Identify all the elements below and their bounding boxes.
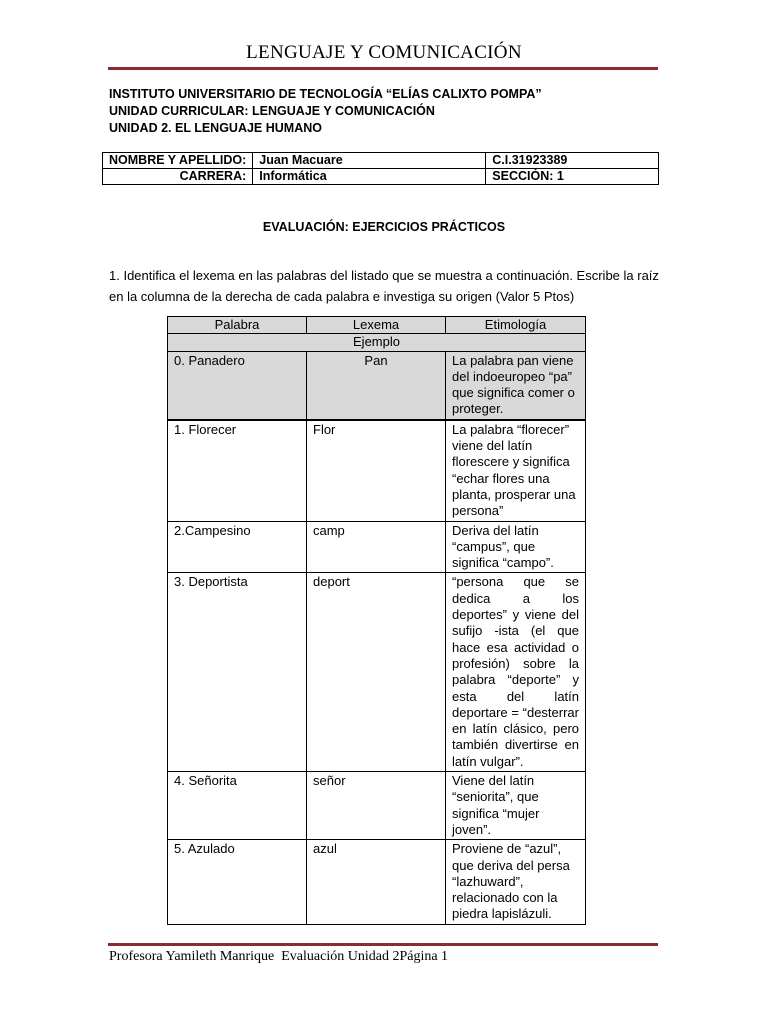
row-lexema: azul	[307, 840, 446, 924]
row-palabra: 4. Señorita	[168, 772, 307, 840]
example-label: Ejemplo	[168, 334, 586, 351]
career-label: CARRERA:	[103, 169, 253, 185]
unit-title: UNIDAD 2. EL LENGUAJE HUMANO	[109, 121, 322, 135]
student-section: SECCIÓN: 1	[486, 169, 659, 185]
table-row	[168, 573, 586, 772]
table-row	[168, 840, 586, 924]
curricular-unit: UNIDAD CURRICULAR: LENGUAJE Y COMUNICACIÓN	[109, 104, 435, 118]
student-ci: C.I.31923389	[486, 153, 659, 169]
example-row	[168, 351, 586, 420]
row-etimologia: Proviene de “azul”, que deriva del persa “lazhuward”, relacionado con la piedra lapislázuli.	[446, 840, 586, 924]
row-palabra: 3. Deportista	[168, 573, 307, 772]
student-info-table	[102, 152, 659, 185]
evaluation-title: EVALUACIÓN: EJERCICIOS PRÁCTICOS	[262, 220, 506, 234]
row-lexema: camp	[307, 521, 446, 573]
student-name-row	[103, 153, 659, 169]
table-row	[168, 521, 586, 573]
row-lexema: deport	[307, 573, 446, 772]
name-label: NOMBRE Y APELLIDO:	[103, 153, 253, 169]
row-lexema: señor	[307, 772, 446, 840]
row-palabra: 1. Florecer	[168, 420, 307, 521]
table-row	[168, 420, 586, 521]
row-etimologia: Deriva del latín “campus”, que significa “campo”.	[446, 521, 586, 573]
table-row	[168, 772, 586, 840]
document-title: LENGUAJE Y COMUNICACIÓN	[246, 42, 522, 63]
row-lexema: Flor	[307, 420, 446, 521]
exercise-instruction: 1. Identifica el lexema en las palabras del listado que se muestra a continuación. Escribe la raíz en la columna de la derecha de cada palabra e investiga su origen (Valor 5 Ptos)	[109, 268, 659, 304]
example-header-row	[168, 334, 586, 351]
row-etimologia: La palabra “florecer” viene del latín florescere y significa “echar flores una planta, prosperar una persona”	[446, 420, 586, 521]
page-footer: Profesora Yamileth Manrique Evaluación Unidad 2Página 1	[109, 949, 449, 964]
column-header-etimologia: Etimología	[446, 317, 586, 334]
table-header-row	[168, 317, 586, 334]
lexeme-table	[167, 316, 586, 925]
institution-name: INSTITUTO UNIVERSITARIO DE TECNOLOGÍA “ELÍAS CALIXTO POMPA”	[109, 87, 542, 101]
column-header-palabra: Palabra	[168, 317, 307, 334]
row-palabra: 5. Azulado	[168, 840, 307, 924]
footer-rule	[108, 943, 658, 946]
header-rule	[108, 67, 658, 70]
column-header-lexema: Lexema	[307, 317, 446, 334]
student-career-row	[103, 169, 659, 185]
row-etimologia: “persona que se dedica a los deportes” y viene del sufijo -ista (el que hace esa actividad o profesión) sobre la palabra “deporte” y esta del latín deportare = “desterrar en latín clásico, pero también divertirse en latín vulgar”.	[446, 573, 586, 772]
example-etimologia: La palabra pan viene del indoeuropeo “pa” que significa comer o proteger.	[446, 351, 586, 420]
example-lexema: Pan	[307, 351, 446, 420]
institution-block	[109, 86, 542, 137]
student-career: Informática	[253, 169, 486, 185]
row-palabra: 2.Campesino	[168, 521, 307, 573]
example-palabra: 0. Panadero	[168, 351, 307, 420]
row-etimologia: Viene del latín “seniorita”, que significa “mujer joven”.	[446, 772, 586, 840]
student-name: Juan Macuare	[253, 153, 486, 169]
